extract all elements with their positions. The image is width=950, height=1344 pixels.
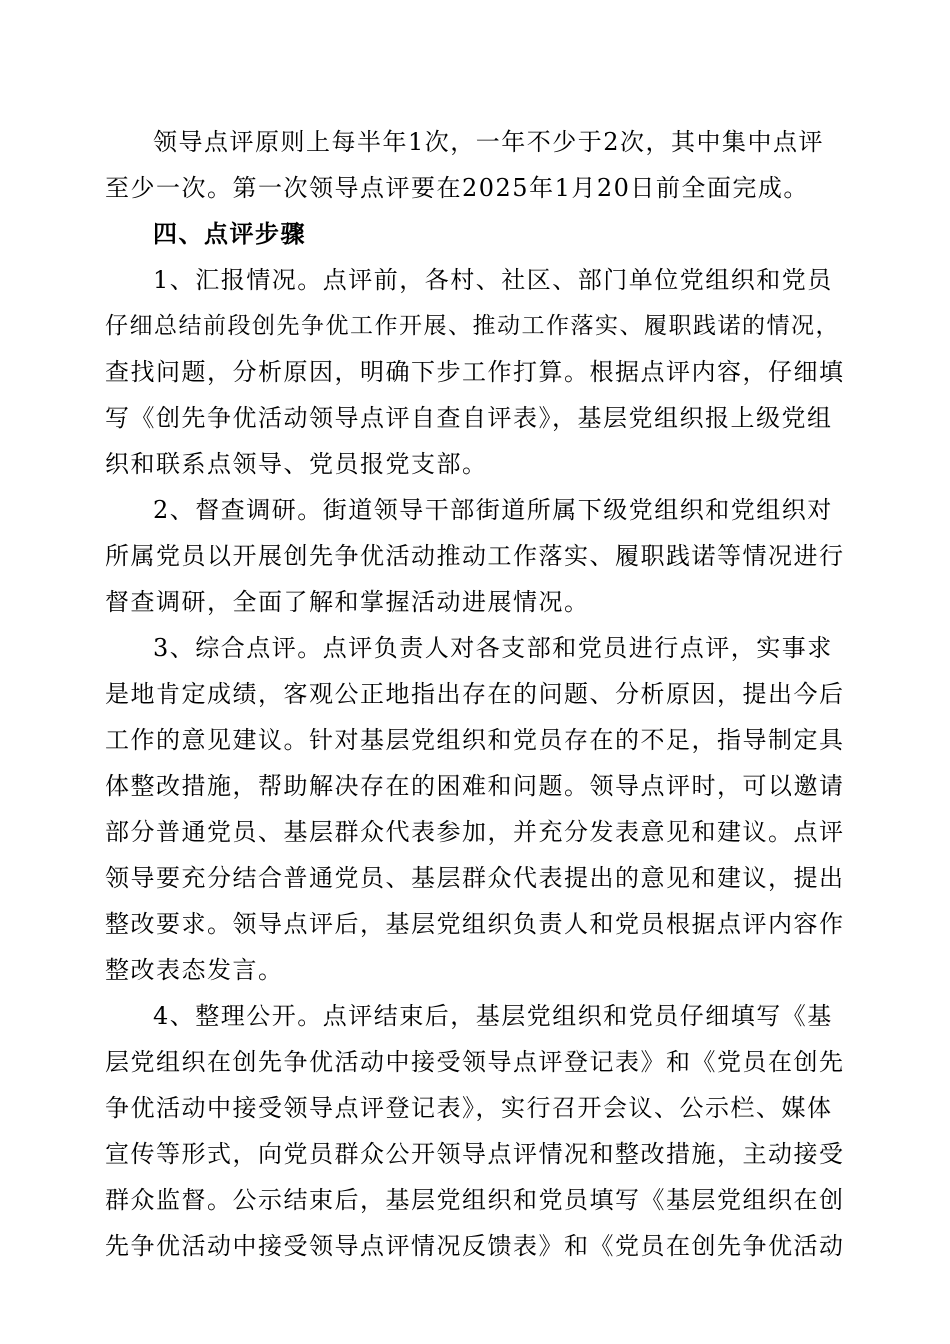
paragraph-line: 宣传等形式，向党员群众公开领导点评情况和整改措施，主动接受 [105, 1140, 845, 1168]
paragraph-line: 部分普通党员、基层群众代表参加，并充分发表意见和建议。点评 [105, 818, 845, 846]
paragraph-line: 仔细总结前段创先争优工作开展、推动工作落实、履职践诺的情况， [105, 313, 840, 339]
paragraph-line: 争优活动中接受领导点评登记表》，实行召开会议、公示栏、媒体 [105, 1094, 833, 1122]
paragraph-line: 整改要求。领导点评后，基层党组织负责人和党员根据点评内容作 [105, 910, 845, 938]
paragraph-line: 整改表态发言。 [105, 956, 284, 984]
paragraph-line: 群众监督。公示结束后，基层党组织和党员填写《基层党组织在创 [105, 1186, 845, 1214]
paragraph-line: 体整改措施，帮助解决存在的困难和问题。领导点评时，可以邀请 [105, 772, 845, 800]
paragraph-line: 1、汇报情况。点评前，各村、社区、部门单位党组织和党员 [153, 266, 833, 294]
paragraph-line: 先争优活动中接受领导点评情况反馈表》和《党员在创先争优活动 [105, 1232, 845, 1260]
paragraph-line: 领导点评原则上每半年1次，一年不少于2次，其中集中点评 [153, 128, 825, 156]
paragraph-line: 层党组织在创先争优活动中接受领导点评登记表》和《党员在创先 [105, 1048, 845, 1076]
paragraph-line: 督查调研，全面了解和掌握活动进展情况。 [105, 588, 590, 616]
paragraph-line: 所属党员以开展创先争优活动推动工作落实、履职践诺等情况进行 [105, 542, 845, 570]
paragraph-line: 织和联系点领导、党员报党支部。 [105, 450, 488, 478]
paragraph-line: 工作的意见建议。针对基层党组织和党员存在的不足，指导制定具 [105, 726, 845, 754]
paragraph-line: 3、综合点评。点评负责人对各支部和党员进行点评，实事求 [153, 634, 833, 662]
paragraph-line: 2、督查调研。街道领导干部街道所属下级党组织和党组织对 [153, 496, 833, 524]
paragraph-line: 写《创先争优活动领导点评自查自评表》，基层党组织报上级党组 [105, 404, 833, 432]
paragraph-line: 4、整理公开。点评结束后，基层党组织和党员仔细填写《基 [153, 1002, 833, 1030]
section-heading: 四、点评步骤 [153, 219, 306, 248]
paragraph-line: 查找问题，分析原因，明确下步工作打算。根据点评内容，仔细填 [105, 358, 845, 386]
paragraph-line: 是地肯定成绩，客观公正地指出存在的问题、分析原因，提出今后 [105, 680, 845, 708]
paragraph-line: 领导要充分结合普通党员、基层群众代表提出的意见和建议，提出 [105, 864, 845, 892]
paragraph-line: 至少一次。第一次领导点评要在2025年1月20日前全面完成。 [105, 174, 809, 202]
